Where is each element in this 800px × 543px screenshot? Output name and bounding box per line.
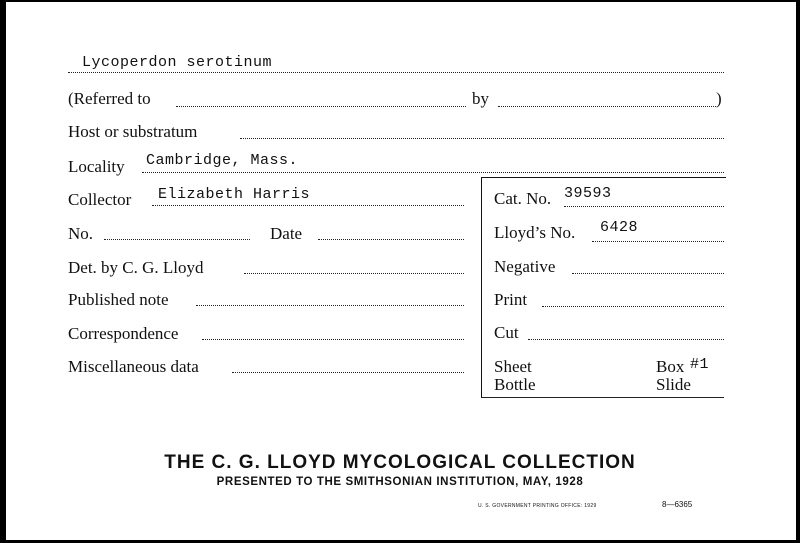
referred-to-label: (Referred to [68,89,151,108]
scan-border-top [0,0,800,2]
no-label: No. [68,224,94,243]
collector-value: Elizabeth Harris [158,186,311,203]
no-line [104,239,250,240]
collector-line [152,205,464,206]
referred-to-line [176,106,466,107]
species-line [68,72,724,73]
print-label: Print [494,290,528,309]
locality-label: Locality [68,157,125,176]
by-label: by [472,89,489,108]
sheet-label: Sheet [494,357,532,376]
by-line [498,106,716,107]
collection-subtitle: PRESENTED TO THE SMITHSONIAN INSTITUTION, MAY, 1928 [216,476,584,488]
cut-line [528,339,724,340]
misc-data-line [232,372,464,373]
published-note-label: Published note [68,290,169,309]
box-bottom-rule [482,397,724,398]
lloyds-no-label: Lloyd’s No. [494,223,576,242]
negative-line [572,273,724,274]
correspondence-line [202,339,464,340]
negative-label: Negative [494,257,556,276]
host-label: Host or substratum [68,122,198,141]
misc-data-label: Miscellaneous data [68,357,199,376]
cat-no-value: 39593 [564,185,612,202]
published-note-line [196,305,464,306]
collector-label: Collector [68,190,132,209]
det-by-label: Det. by C. G. Lloyd [68,258,204,277]
bottle-label: Bottle [494,375,536,394]
cut-label: Cut [494,323,519,342]
species-name: Lycoperdon serotinum [82,54,273,71]
det-by-line [244,273,464,274]
date-line [318,239,464,240]
locality-line [142,172,724,173]
cat-no-label: Cat. No. [494,189,552,208]
collection-title: THE C. G. LLOYD MYCOLOGICAL COLLECTION [164,452,636,473]
box-value: #1 [690,356,710,373]
host-line [240,138,724,139]
correspondence-label: Correspondence [68,324,179,343]
print-line [542,306,724,307]
cat-no-line [564,206,724,207]
form-code: 8—6365 [662,500,693,509]
lloyds-no-line [592,241,724,242]
close-paren: ) [716,89,722,108]
slide-label: Slide [656,375,691,394]
lloyds-no-value: 6428 [600,219,639,236]
box-label: Box [656,357,685,376]
date-label: Date [270,224,303,243]
locality-value: Cambridge, Mass. [146,152,299,169]
printer-imprint: U. S. GOVERNMENT PRINTING OFFICE: 1929 [478,503,597,509]
